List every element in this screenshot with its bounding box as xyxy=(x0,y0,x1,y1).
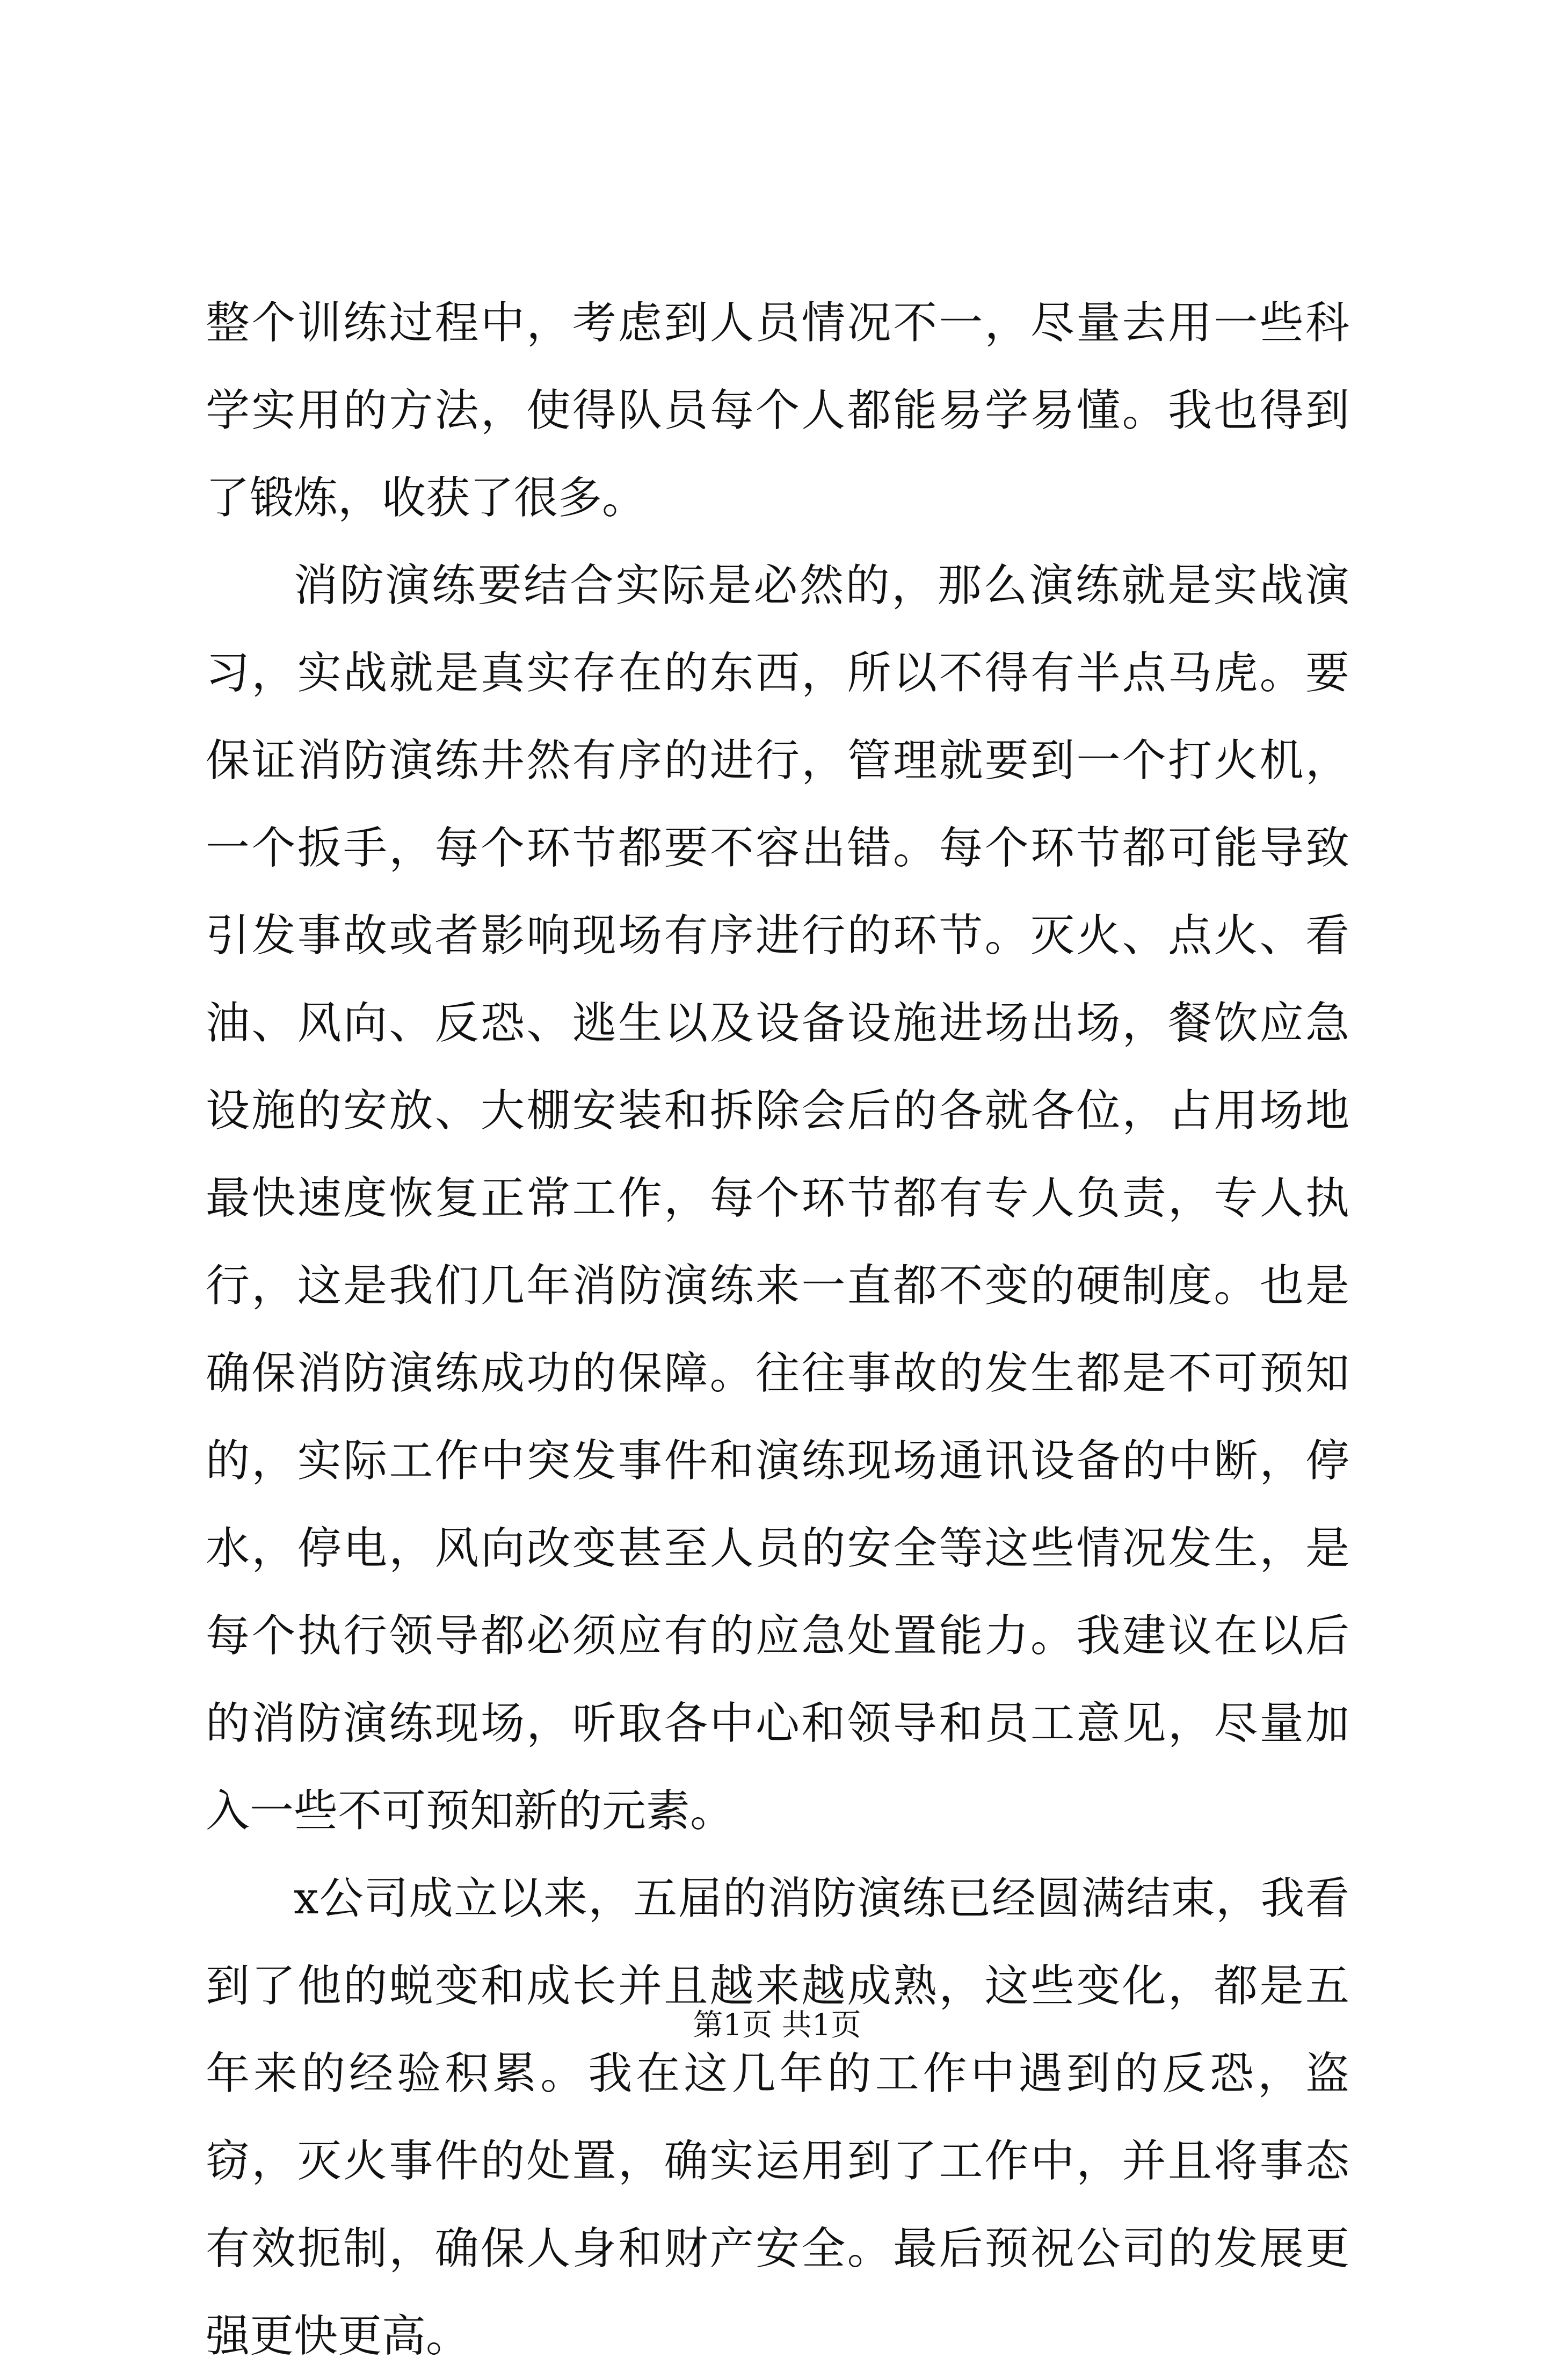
paragraph-1: 整个训练过程中，考虑到人员情况不一，尽量去用一些科学实用的方法，使得队员每个人都能易学易懂。我也得到了锻炼，收获了很多。 xyxy=(206,298,1349,524)
paragraph-3: x公司成立以来，五届的消防演练已经圆满结束，我看到了他的蜕变和成长并且越来越成熟，这些变化，都是五年来的经验积累。我在这几年的工作中遇到的反恐，盗窃，灭火事件的处置，确实运用到了工作中，并且将事态有效扼制，确保人身和财产安全。最后预祝公司的发展更强更快更高。 xyxy=(206,1873,1349,2362)
paragraph-2: 消防演练要结合实际是必然的，那么演练就是实战演习，实战就是真实存在的东西，所以不得有半点马虎。要保证消防演练井然有序的进行，管理就要到一个打火机，一个扳手，每个环节都要不容出错。每个环节都可能导致引发事故或者影响现场有序进行的环节。灭火、点火、看油、风向、反恐、逃生以及设备设施进场出场，餐饮应急设施的安放、大棚安装和拆除会后的各就各位，占用场地最快速度恢复正常工作，每个环节都有专人负责，专人执行，这是我们几年消防演练来一直都不变的硬制度。也是确保消防演练成功的保障。往往事故的发生都是不可预知的，实际工作中突发事件和演练现场通讯设备的中断，停水，停电，风向改变甚至人员的安全等这些情况发生，是每个执行领导都必须应有的应急处置能力。我建议在以后的消防演练现场，听取各中心和领导和员工意见，尽量加入一些不可预知新的元素。 xyxy=(206,560,1349,1837)
document-body xyxy=(206,279,1349,2380)
page-footer: 第1页 共1页 xyxy=(693,2008,861,2043)
